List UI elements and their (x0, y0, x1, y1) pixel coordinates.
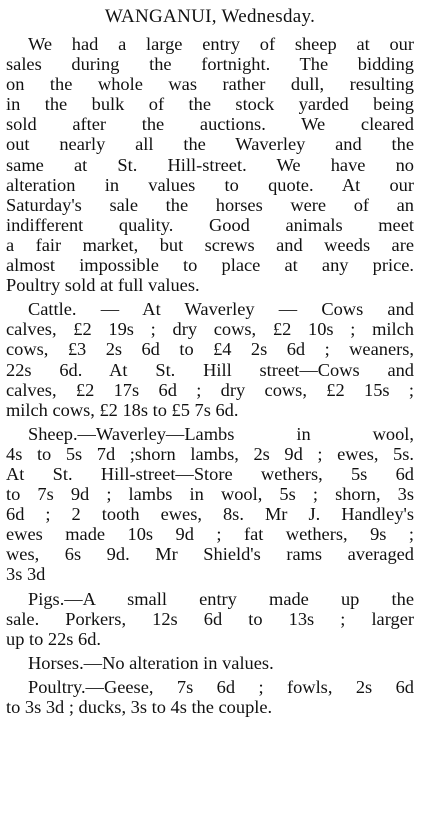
paragraph-intro (6, 34, 414, 295)
text-line: up to 22s 6d. (6, 628, 102, 649)
text-line: At St. Hill-street—Store wethers, 5s 6d (6, 463, 414, 484)
text-line: indifferent quality. Good animals meet (6, 214, 414, 235)
text-line: 6d ; 2 tooth ewes, 8s. Mr J. Handley's (6, 504, 414, 525)
text-line: 22s 6d. At St. Hill street—Cows and (6, 359, 414, 380)
text-line: Cattle. — At Waverley — Cows and (28, 299, 414, 320)
text-line: Sheep.—Waverley—Lambs in wool, (28, 423, 414, 444)
text-line: on the whole was rather dull, resulting (6, 74, 414, 95)
text-line: 4s to 5s 7d ;shorn lambs, 2s 9d ; ewes, 5s. (6, 443, 414, 464)
text-line: sales during the fortnight. The bidding (6, 54, 414, 75)
text-line: wes, 6s 9d. Mr Shield's rams averaged (6, 544, 414, 565)
paragraph-poultry (6, 677, 414, 717)
text-line: calves, £2 17s 6d ; dry cows, £2 15s ; (6, 379, 414, 400)
text-line: same at St. Hill-street. We have no (6, 154, 414, 175)
text-line: sold after the auctions. We cleared (6, 114, 414, 135)
text-line: Saturday's sale the horses were of an (6, 194, 414, 215)
text-line: Poultry sold at full values. (6, 275, 200, 296)
text-line: calves, £2 19s ; dry cows, £2 10s ; milch (6, 319, 414, 340)
text-line: sale. Porkers, 12s 6d to 13s ; larger (6, 608, 414, 629)
text-line: milch cows, £2 18s to £5 7s 6d. (6, 399, 239, 420)
text-line: to 3s 3d ; ducks, 3s to 4s the couple. (6, 697, 273, 717)
text-line: a fair market, but screws and weeds are (6, 234, 414, 255)
text-line: We had a large entry of sheep at our (28, 34, 414, 54)
paragraph-cattle (6, 299, 414, 420)
text-line: to 7s 9d ; lambs in wool, 5s ; shorn, 3s (6, 484, 414, 505)
text-line: almost impossible to place at any price. (6, 255, 414, 276)
paragraph-horses (6, 653, 414, 673)
text-line: cows, £3 2s 6d to £4 2s 6d ; weaners, (6, 339, 414, 360)
text-line: out nearly all the Waverley and the (6, 134, 414, 155)
text-line: ewes made 10s 9d ; fat wethers, 9s ; (6, 524, 414, 545)
text-line: 3s 3d (6, 564, 46, 585)
text-line: in the bulk of the stock yarded being (6, 94, 414, 115)
text-line: Horses.—No alteration in values. (28, 652, 274, 673)
dateline: WANGANUI, Wednesday. (104, 6, 316, 27)
paragraph-pigs (6, 589, 414, 649)
text-line: Poultry.—Geese, 7s 6d ; fowls, 2s 6d (28, 676, 414, 697)
text-line: alteration in values to quote. At our (6, 174, 414, 195)
text-line: Pigs.—A small entry made up the (28, 588, 414, 609)
paragraph-sheep (6, 424, 414, 585)
